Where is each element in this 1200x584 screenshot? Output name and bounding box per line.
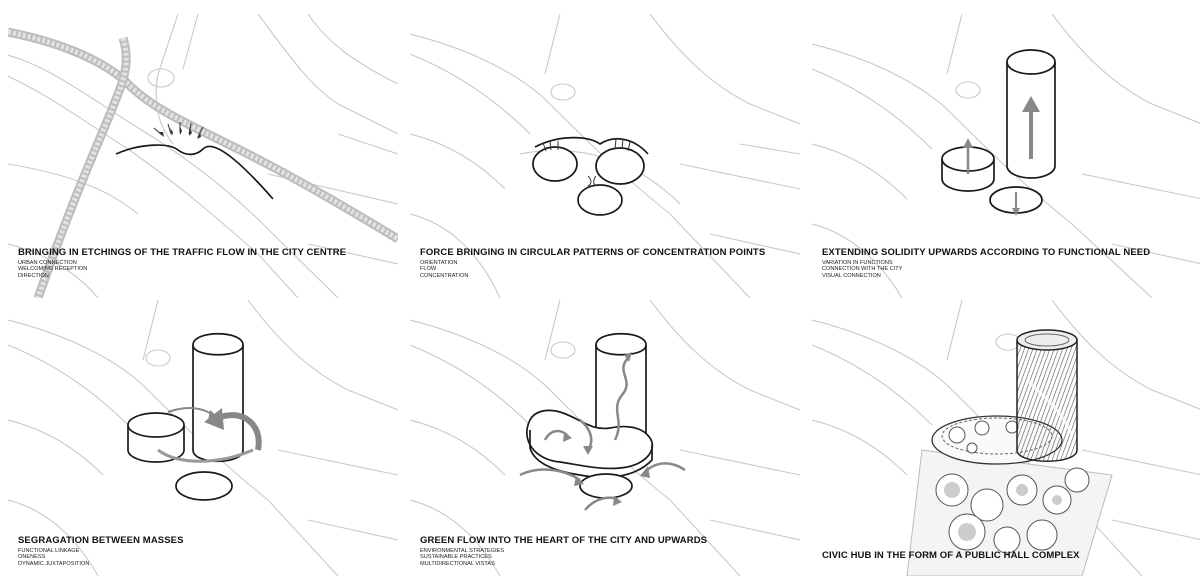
panel-keyword-list <box>420 548 707 567</box>
panel-keyword: CONNECTION WITH THE CITY <box>822 266 903 273</box>
panel-keyword: ONENESS <box>18 554 46 561</box>
panel-keyword: FLOW <box>420 266 437 273</box>
panel-keyword: DYNAMIC JUXTAPOSITION <box>18 560 90 567</box>
panel-keyword: WELCOMING RECEPTION <box>18 266 88 273</box>
panel-title: GREEN FLOW INTO THE HEART OF THE CITY AND UPWARDS <box>420 535 708 546</box>
panel-title: SEGRAGATION BETWEEN MASSES <box>18 535 184 546</box>
diagram-panel-5 <box>410 300 800 584</box>
panel-5-caption <box>420 535 707 567</box>
panel-keyword: VISUAL CONNECTION <box>822 272 881 279</box>
panel-2-caption <box>420 247 765 279</box>
diagram-panel-2 <box>410 14 800 298</box>
panel-title: EXTENDING SOLIDITY UPWARDS ACCORDING TO FUNCTIONAL NEED <box>822 247 1151 258</box>
panel-keyword-list <box>18 548 184 567</box>
panel-1-caption <box>18 247 346 279</box>
panel-4-caption <box>18 535 184 567</box>
panel-keyword: SUSTAINABLE PRACTICES <box>420 554 492 561</box>
civic-hub-tower-icon <box>812 300 1200 576</box>
panel-title: FORCE BRINGING IN CIRCULAR PATTERNS OF CONCENTRATION POINTS <box>420 247 766 258</box>
panel-keyword: DIRECTION <box>18 272 49 279</box>
diagram-panel-1 <box>8 14 398 298</box>
panel-keyword: FUNCTIONAL LINKAGE <box>18 548 80 554</box>
panel-keyword-list <box>822 260 1150 279</box>
panel-keyword: ORIENTATION <box>420 260 458 266</box>
diagram-panel-4 <box>8 300 398 584</box>
panel-title: CIVIC HUB IN THE FORM OF A PUBLIC HALL COMPLEX <box>822 550 1080 561</box>
panel-title: BRINGING IN ETCHINGS OF THE TRAFFIC FLOW IN THE CITY CENTRE <box>18 247 347 258</box>
panel-keyword-list <box>420 260 765 279</box>
panel-keyword: ENVIRONMENTAL STRATEGIES <box>420 548 505 554</box>
panel-keyword: CONCENTRATION <box>420 272 469 279</box>
panel-3-caption <box>822 247 1150 279</box>
panel-keyword: URBAN CONNECTION <box>18 260 77 266</box>
panel-keyword: MULTIDIRECTIONAL VISTAS <box>420 560 495 567</box>
panel-keyword-list <box>18 260 346 279</box>
panel-6-caption <box>822 550 1080 561</box>
panel-keyword: VARIATION IN FUNCTIONS <box>822 260 893 266</box>
diagram-panel-6 <box>812 300 1200 584</box>
diagram-panel-3 <box>812 14 1200 298</box>
